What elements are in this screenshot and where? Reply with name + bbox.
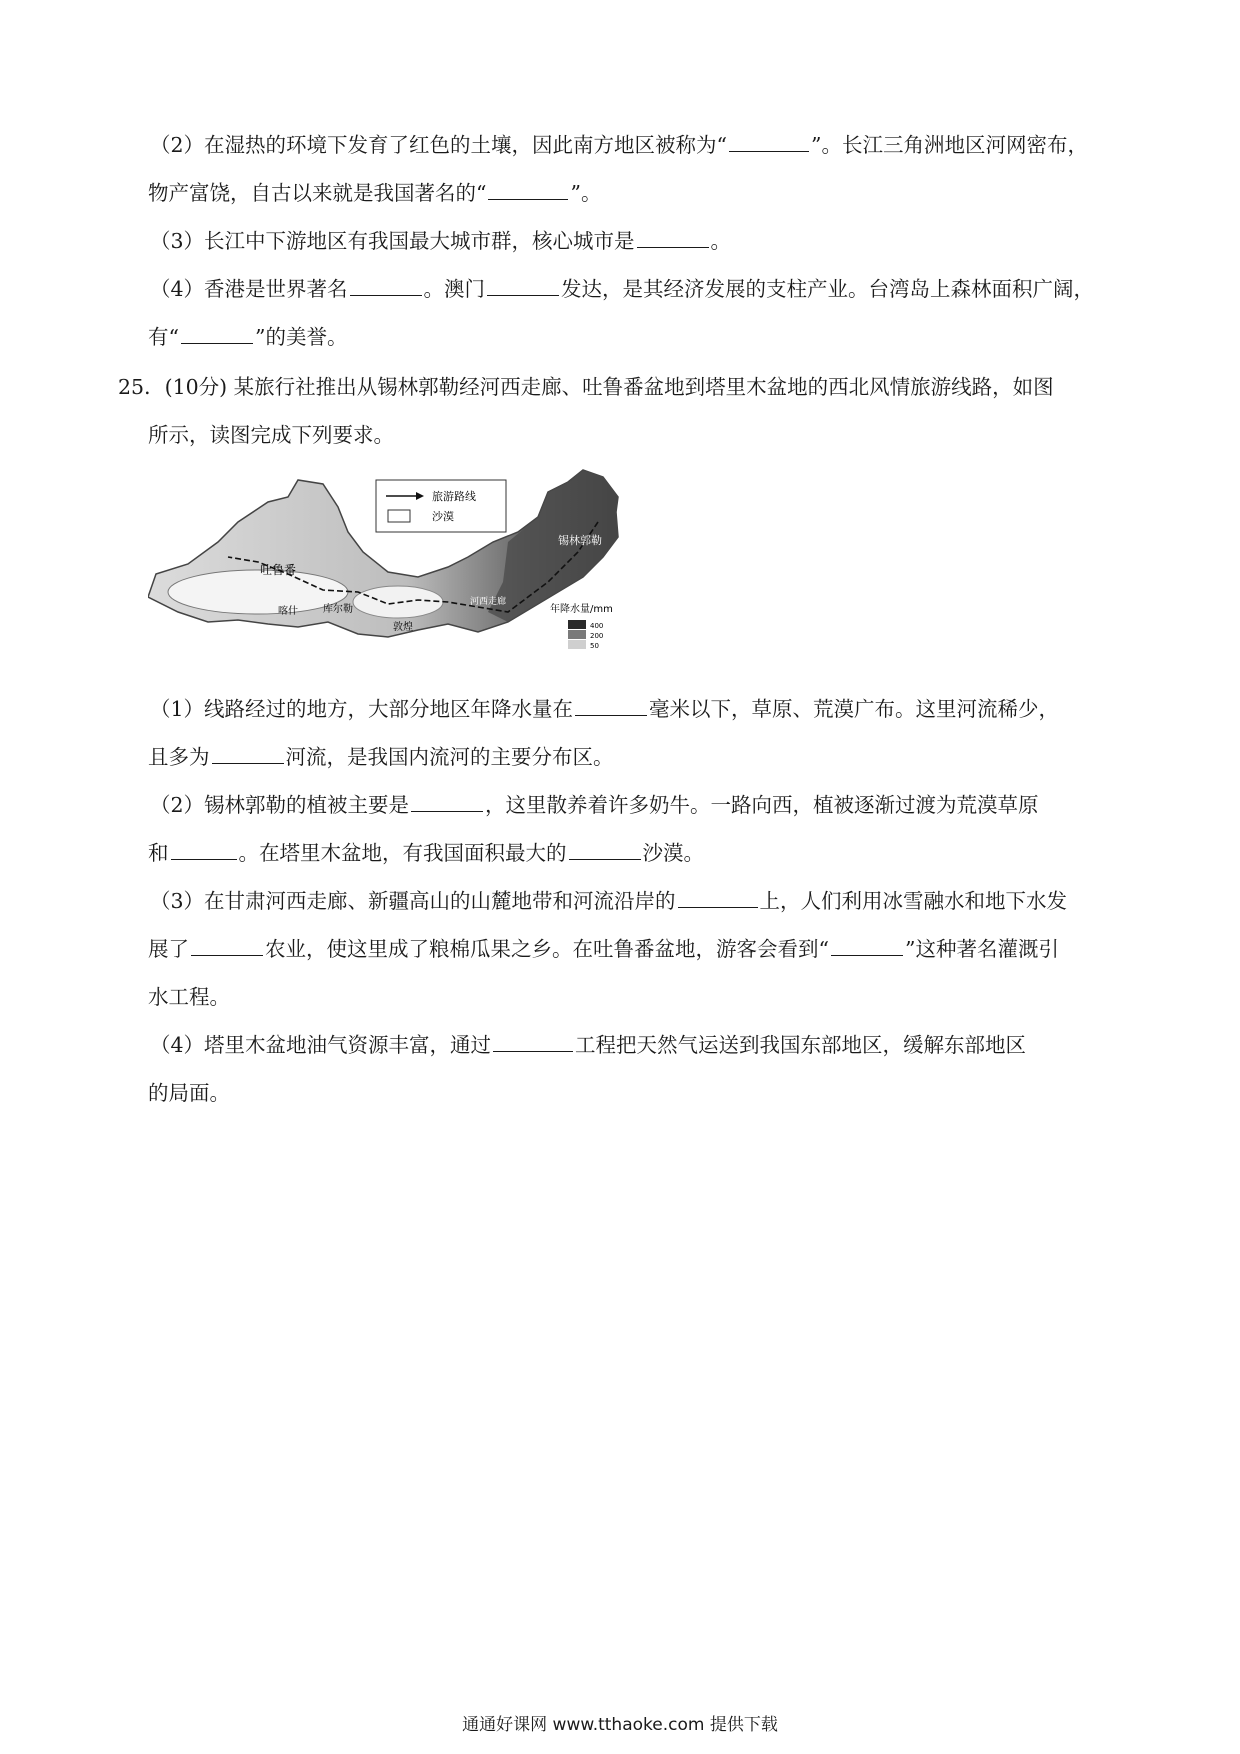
- answer-blank[interactable]: [569, 841, 641, 860]
- answer-blank[interactable]: [493, 1033, 573, 1052]
- text: ”。长江三角洲地区河网密布，: [811, 133, 1089, 157]
- q25-part3-line3: [148, 982, 1128, 1012]
- precip-swatch-200: [568, 630, 586, 639]
- text: 工程把天然气运送到我国东部地区，缓解东部地区: [575, 1033, 1027, 1057]
- text: （1）线路经过的地方，大部分地区年降水量在: [150, 697, 574, 721]
- text: 毫米以下，草原、荒漠广布。这里河流稀少，: [649, 697, 1060, 721]
- q25-part2-line1: [150, 790, 1130, 820]
- text: 沙漠。: [642, 841, 704, 865]
- text: （3）在甘肃河西走廊、新疆高山的山麓地带和河流沿岸的: [150, 889, 676, 913]
- q25-stem-line1: [118, 372, 1098, 402]
- text: 展了: [148, 937, 189, 961]
- answer-blank[interactable]: [411, 793, 483, 812]
- text: 且多为: [148, 745, 210, 769]
- text: 所示，读图完成下列要求。: [148, 423, 394, 447]
- text: 发达，是其经济发展的支柱产业。台湾岛上森林面积广阔，: [561, 277, 1095, 301]
- q25-part4-line1: [150, 1030, 1130, 1060]
- answer-blank[interactable]: [637, 229, 709, 248]
- legend-desert-label: 沙漠: [432, 510, 454, 523]
- text: （2）在湿热的环境下发育了红色的土壤，因此南方地区被称为“: [150, 133, 728, 157]
- answer-blank[interactable]: [487, 277, 559, 296]
- legend-desert-symbol: [388, 510, 410, 522]
- answer-blank[interactable]: [350, 277, 422, 296]
- page-footer: 通通好课网 www.tthaoke.com 提供下载: [462, 1715, 778, 1735]
- precip-legend-title: 年降水量/mm: [550, 604, 613, 615]
- q25-stem-line2: [148, 420, 1128, 450]
- answer-blank[interactable]: [171, 841, 237, 860]
- q24-part4-line1: [150, 274, 1130, 304]
- precip-value-200: 200: [590, 632, 604, 640]
- label-turpan: 吐鲁番: [260, 563, 297, 577]
- desert-area: [168, 570, 348, 614]
- text: 有“: [148, 325, 179, 349]
- label-kashgar: 喀什: [278, 606, 298, 617]
- text: ，这里散养着许多奶牛。一路向西，植被逐渐过渡为荒漠草原: [485, 793, 1039, 817]
- text: （4）香港是世界著名: [150, 277, 348, 301]
- text: 水工程。: [148, 985, 230, 1009]
- text: 25．(10分) 某旅行社推出从锡林郭勒经河西走廊、吐鲁番盆地到塔里木盆地的西北风情旅游线路，如图: [118, 375, 1054, 399]
- answer-blank[interactable]: [212, 745, 284, 764]
- precip-swatch-400: [568, 620, 586, 629]
- text: （2）锡林郭勒的植被主要是: [150, 793, 410, 817]
- legend-box: [376, 480, 506, 532]
- precip-swatch-50: [568, 640, 586, 649]
- northwest-route-map: [148, 462, 703, 662]
- label-dunhuang: 敦煌: [393, 622, 413, 633]
- text: 物产富饶，自古以来就是我国著名的“: [148, 181, 487, 205]
- text: ”。: [570, 181, 602, 205]
- q25-part3-line1: [150, 886, 1130, 916]
- q24-part2-line2: [148, 178, 1128, 208]
- legend-route-label: 旅游路线: [432, 490, 476, 503]
- answer-blank[interactable]: [191, 937, 263, 956]
- q25-part3-line2: [148, 934, 1128, 964]
- q25-part4-line2: [148, 1078, 1128, 1108]
- precip-value-50: 50: [590, 642, 599, 650]
- answer-blank[interactable]: [488, 181, 568, 200]
- q25-part2-line2: [148, 838, 1128, 868]
- answer-blank[interactable]: [181, 325, 253, 344]
- q24-part2-line1: [150, 130, 1130, 160]
- text: 。: [710, 229, 732, 253]
- answer-blank[interactable]: [575, 697, 647, 716]
- text: 的局面。: [148, 1081, 230, 1105]
- precip-value-400: 400: [590, 622, 604, 630]
- label-kuerle: 库尔勒: [323, 604, 353, 615]
- text: 和: [148, 841, 169, 865]
- answer-blank[interactable]: [678, 889, 758, 908]
- q25-part1-line1: [150, 694, 1130, 724]
- text: 农业，使这里成了粮棉瓜果之乡。在吐鲁番盆地，游客会看到“: [265, 937, 829, 961]
- q24-part4-line2: [148, 322, 1128, 352]
- text: 。在塔里木盆地，有我国面积最大的: [238, 841, 567, 865]
- answer-blank[interactable]: [729, 133, 809, 152]
- q24-part3: [150, 226, 1130, 256]
- text: ”这种著名灌溉引: [904, 937, 1059, 961]
- text: 上，人们利用冰雪融水和地下水发: [759, 889, 1068, 913]
- label-hexi: 河西走廊: [470, 597, 507, 607]
- text: 河流，是我国内流河的主要分布区。: [285, 745, 614, 769]
- text: ”的美誉。: [254, 325, 348, 349]
- text: 。澳门: [423, 277, 486, 301]
- text: （3）长江中下游地区有我国最大城市群，核心城市是: [150, 229, 635, 253]
- text: （4）塔里木盆地油气资源丰富，通过: [150, 1033, 492, 1057]
- q25-part1-line2: [148, 742, 1128, 772]
- label-xilin: 锡林郭勒: [558, 534, 602, 547]
- answer-blank[interactable]: [831, 937, 903, 956]
